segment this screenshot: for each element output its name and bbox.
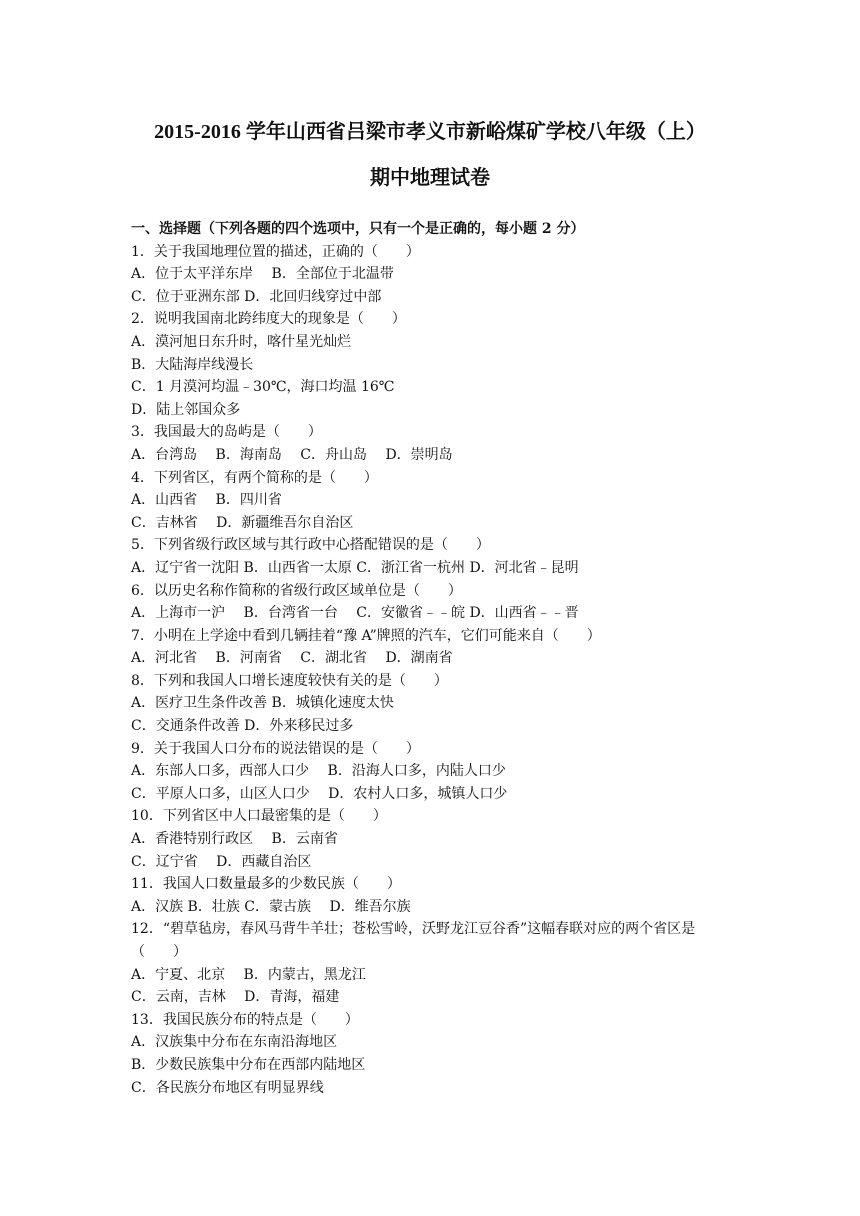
question-text-line: C．交通条件改善 D．外来移民过多 <box>131 718 354 735</box>
question-text-line: 3．我国最大的岛屿是（ ） <box>131 424 322 441</box>
question-text-line: 6．以历史名称作简称的省级行政区域单位是（ ） <box>131 582 462 599</box>
question-text-line: A．汉族集中分布在东南沿海地区 <box>131 1034 338 1051</box>
question-text-line: 8．下列和我国人口增长速度较快有关的是（ ） <box>131 672 448 689</box>
question-text-line: 10．下列省区中人口最密集的是（ ） <box>131 808 387 825</box>
question-text-line: C．1 月漠河均温﹣30℃，海口均温 16℃ <box>131 379 395 396</box>
question-text-line: C．辽宁省 D．西藏自治区 <box>131 853 312 870</box>
question-text-line: C．各民族分布地区有明显界线 <box>131 1079 324 1096</box>
question-text-line: A．河北省 B．河南省 C．湖北省 D．湖南省 <box>131 650 453 667</box>
question-text-line: A．宁夏、北京 B．内蒙古，黑龙江 <box>131 966 366 983</box>
question-text-line: A．位于太平洋东岸 B．全部位于北温带 <box>131 266 394 283</box>
question-text-line: B．大陆海岸线漫长 <box>131 356 254 373</box>
question-text-line: A．辽宁省一沈阳 B．山西省一太原 C．浙江省一杭州 D．河北省﹣昆明 <box>131 559 579 576</box>
question-text-line: 11．我国人口数量最多的少数民族（ ） <box>131 876 401 893</box>
question-text-line: 7．小明在上学途中看到几辆挂着“豫 A”牌照的汽车，它们可能来自（ ） <box>131 627 601 644</box>
question-text-line: C．吉林省 D．新疆维吾尔自治区 <box>131 514 354 531</box>
question-text-line: 2．说明我国南北跨纬度大的现象是（ ） <box>131 311 406 328</box>
question-text-line: A．香港特别行政区 B．云南省 <box>131 831 338 848</box>
question-text-line: B．少数民族集中分布在西部内陆地区 <box>131 1056 366 1073</box>
question-text-line: A．东部人口多，西部人口少 B．沿海人口多，内陆人口少 <box>131 763 506 780</box>
section-heading: 一、选择题（下列各题的四个选项中，只有一个是正确的，每小题 2 分） <box>131 221 585 237</box>
question-list <box>131 218 741 1099</box>
question-text-line: A．山西省 B．四川省 <box>131 492 282 509</box>
question-text-line: 4．下列省区，有两个简称的是（ ） <box>131 469 378 486</box>
question-text-line: C．云南，吉林 D．青海，福建 <box>131 989 340 1006</box>
question-text-line: 1．关于我国地理位置的描述，正确的（ ） <box>131 243 420 260</box>
question-text-line: A．上海市一沪 B．台湾省一台 C．安徽省﹣﹣皖 D．山西省﹣﹣晋 <box>131 605 579 622</box>
question-text-line: 9．关于我国人口分布的说法错误的是（ ） <box>131 740 420 757</box>
document-title-line-1: 2015-2016 学年山西省吕梁市孝义市新峪煤矿学校八年级（上） <box>154 121 706 143</box>
question-text-line: D．陆上邻国众多 <box>131 401 241 418</box>
document-title-line-2: 期中地理试卷 <box>370 167 490 189</box>
question-text-line: 5．下列省级行政区域与其行政中心搭配错误的是（ ） <box>131 537 490 554</box>
question-text-line: A．医疗卫生条件改善 B．城镇化速度太快 <box>131 695 394 712</box>
question-text-line: 13．我国民族分布的特点是（ ） <box>131 1011 359 1028</box>
question-text-line: C．位于亚洲东部 D．北回归线穿过中部 <box>131 288 382 305</box>
question-text-line: （ ） <box>131 944 187 960</box>
question-text-line: A．漠河旭日东升时，喀什星光灿烂 <box>131 333 352 350</box>
question-text-line: A．汉族 B．壮族 C．蒙古族 D．维吾尔族 <box>131 898 411 915</box>
question-text-line: C．平原人口多，山区人口少 D．农村人口多，城镇人口少 <box>131 785 508 802</box>
question-text-line: A．台湾岛 B．海南岛 C．舟山岛 D．崇明岛 <box>131 446 453 463</box>
question-text-line: 12．“碧草毡房，春风马背牛羊壮；苍松雪岭，沃野龙江豆谷香”这幅春联对应的两个省区是 <box>131 921 696 938</box>
